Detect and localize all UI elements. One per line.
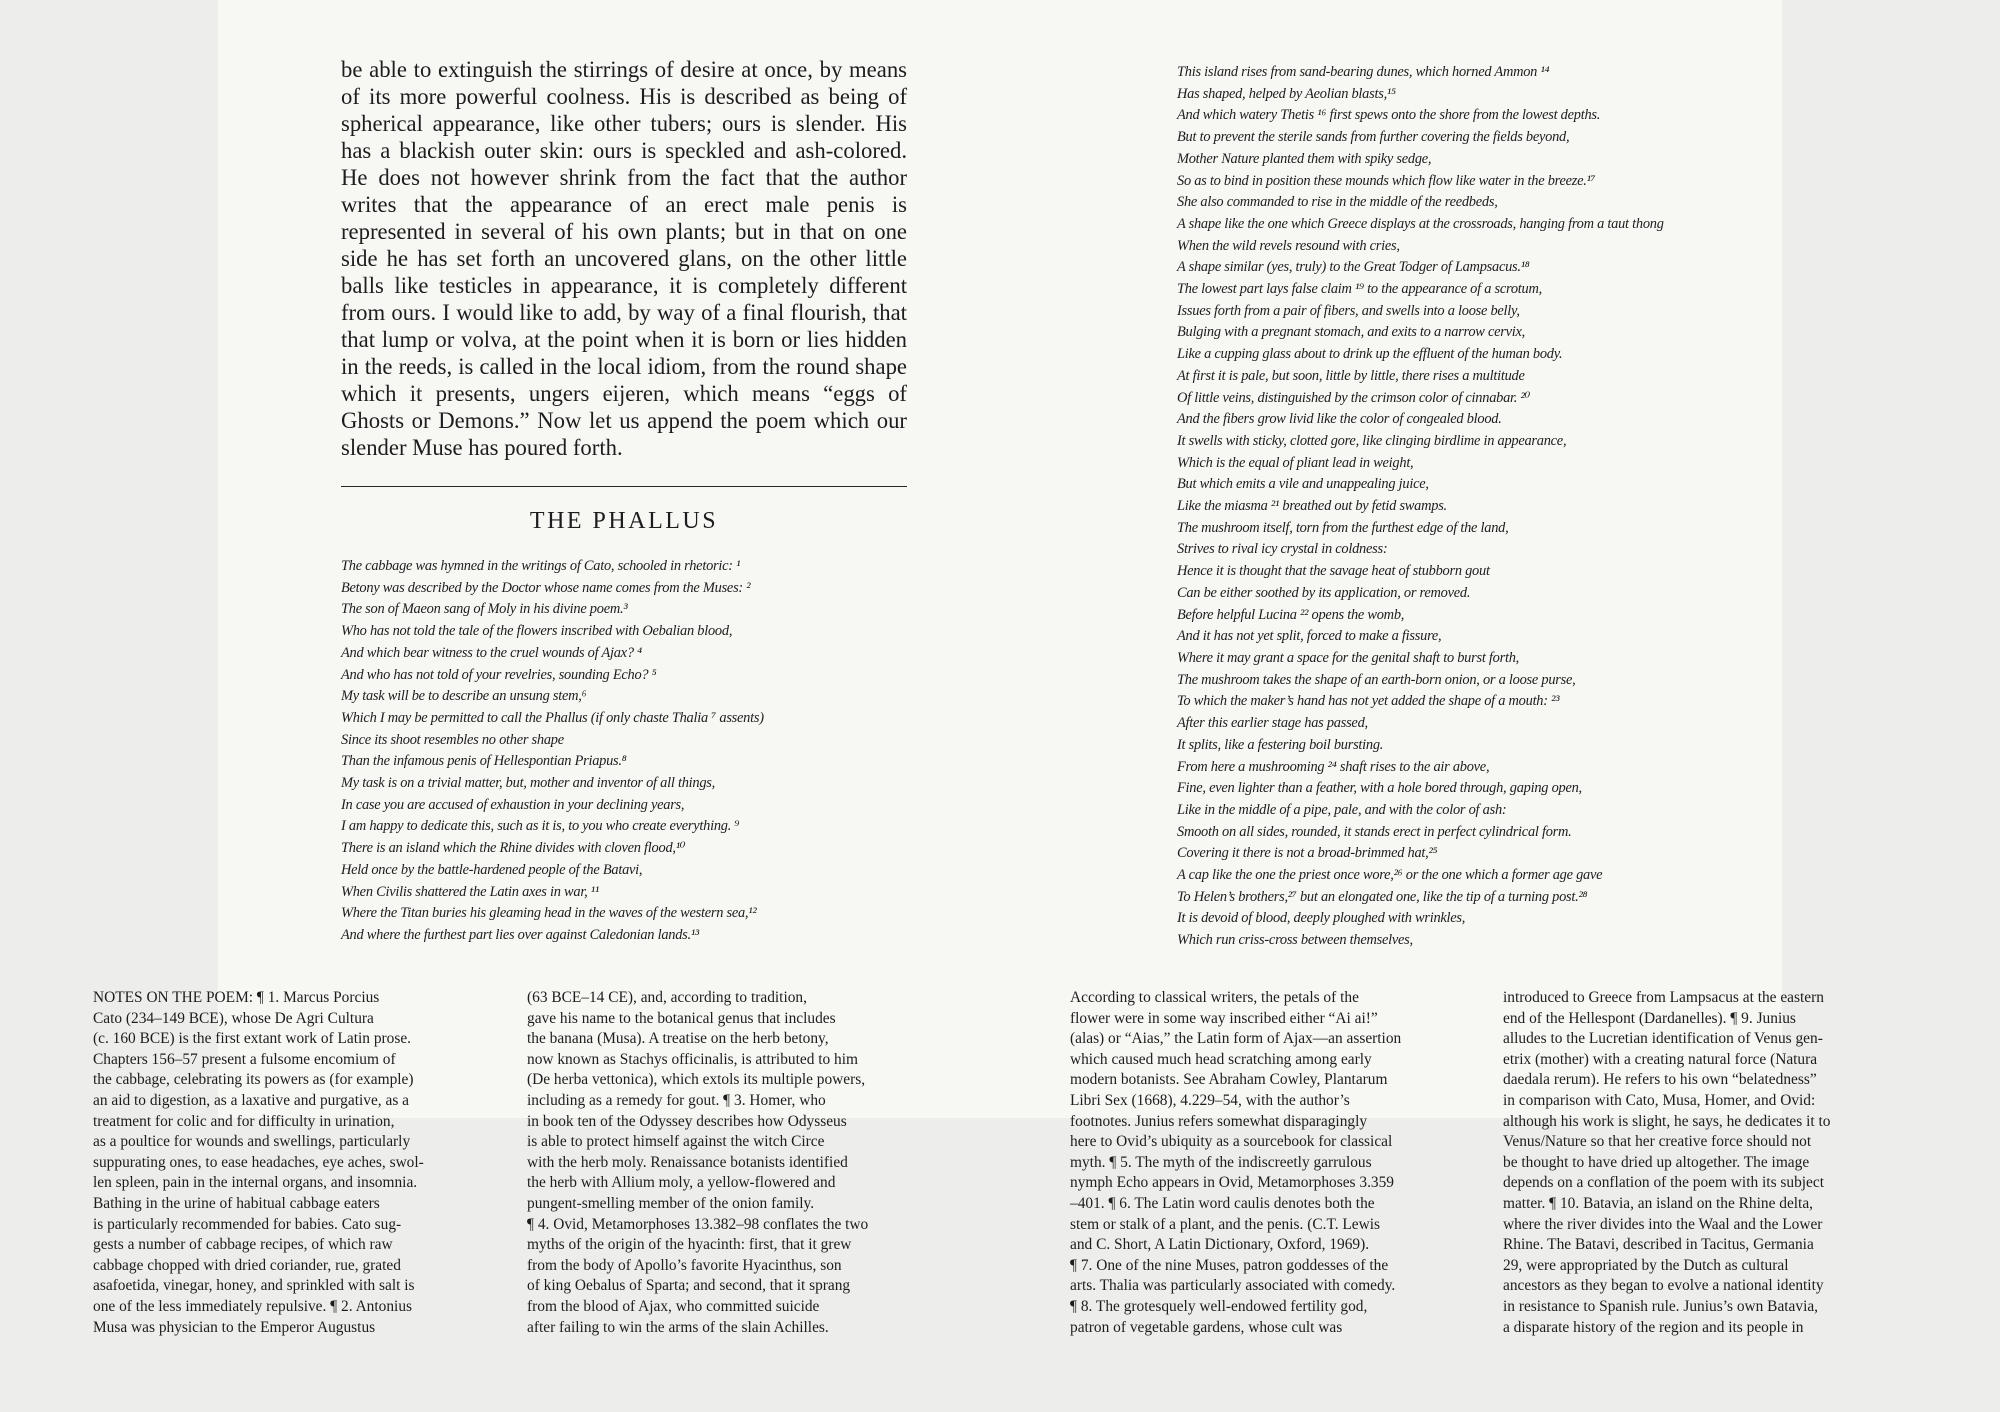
- note-line: daedala rerum). He refers to his own “belatedness”: [1503, 1071, 1817, 1089]
- verse-line: So as to bind in position these mounds which flow like water in the breeze.¹⁷: [1177, 172, 1596, 189]
- note-line: ¶ 4. Ovid, Metamorphoses 13.382–98 conflates the two: [527, 1215, 869, 1233]
- verse-line: A cap like the one the priest once wore,²⁶ or the one which a former age gave: [1177, 867, 1603, 884]
- verse-line: My task is on a trivial matter, but, mother and inventor of all things,: [341, 775, 715, 792]
- note-line: NOTES ON THE POEM: ¶ 1. Marcus Porcius: [93, 989, 380, 1006]
- verse-line: And the fibers grow livid like the color of congealed blood.: [1177, 411, 1502, 428]
- verse-line: It swells with sticky, clotted gore, like clinging birdlime in appearance,: [1177, 432, 1567, 449]
- verse-line: Bulging with a pregnant stomach, and exits to a narrow cervix,: [1177, 324, 1525, 341]
- verse-line: The mushroom itself, torn from the furthest edge of the land,: [1177, 519, 1509, 536]
- poem-title: THE PHALLUS: [529, 508, 719, 534]
- verse-line: Like a cupping glass about to drink up the effluent of the human body.: [1177, 346, 1563, 363]
- notes-column-4: [1503, 988, 1963, 1338]
- note-line: the cabbage, celebrating its powers as (for example): [93, 1071, 414, 1089]
- prose-line: be able to extinguish the stirrings of desire at once, by means: [341, 57, 907, 82]
- verse-line: And which bear witness to the cruel wounds of Ajax? ⁴: [341, 644, 642, 661]
- note-line: footnotes. Junius refers somewhat disparagingly: [1070, 1112, 1368, 1130]
- prose-line: like to add, by way of a final flourish, that that lump or volva,: [341, 300, 907, 352]
- note-line: an aid to digestion, as a laxative and purgative, as a: [93, 1091, 409, 1109]
- verse-line: Held once by the battle-hardened people of the Batavi,: [341, 861, 643, 878]
- verse-line: The mushroom takes the shape of an earth-born onion, or a loose purse,: [1177, 671, 1576, 688]
- note-line: is particularly recommended for babies. Cato sug-: [93, 1215, 402, 1233]
- verse-line: After this earlier stage has passed,: [1177, 715, 1368, 732]
- note-line: Cato (234–149 BCE), whose De Agri Cultura: [93, 1009, 374, 1027]
- note-line: (alas) or “Aias,” the Latin form of Ajax—an assertion: [1070, 1030, 1402, 1048]
- note-line: with the herb moly. Renaissance botanists identified: [527, 1153, 848, 1171]
- verse-column-right: [1177, 62, 1664, 952]
- verse-line: When Civilis shattered the Latin axes in war, ¹¹: [341, 883, 599, 900]
- verse-line: Which is the equal of pliant lead in weight,: [1177, 454, 1414, 471]
- note-line: now known as Stachys officinalis, is attributed to him: [527, 1050, 859, 1068]
- prose-line: ungers eijeren, which means “eggs of Ghosts or Demons.”: [341, 381, 907, 433]
- note-line: ancestors as they began to evolve a national identity: [1503, 1277, 1824, 1295]
- verse-line: A shape like the one which Greece displays at the crossroads, hanging from a taut thong: [1177, 215, 1664, 232]
- note-line: gests a number of cabbage recipes, of which raw: [93, 1236, 393, 1254]
- verse-line: Mother Nature planted them with spiky sedge,: [1177, 150, 1432, 167]
- verse-line: It splits, like a festering boil bursting.: [1177, 736, 1384, 753]
- note-line: the herb with Allium moly, a yellow-flowered and: [527, 1174, 836, 1192]
- note-line: after failing to win the arms of the slain Achilles.: [527, 1318, 829, 1336]
- verse-line: A shape similar (yes, truly) to the Great Todger of Lampsacus.¹⁸: [1177, 259, 1530, 276]
- note-line: Rhine. The Batavi, described in Tacitus, Germania: [1503, 1236, 1814, 1254]
- verse-line: Before helpful Lucina ²² opens the womb,: [1177, 606, 1405, 623]
- verse-line: I am happy to dedicate this, such as it is, to you who create everything. ⁹: [341, 818, 740, 835]
- verse-line: Than the infamous penis of Hellespontian Priapus.⁸: [341, 753, 627, 770]
- note-line: (63 BCE–14 CE), and, according to tradition,: [527, 989, 807, 1006]
- verse-line: The cabbage was hymned in the writings of Cato, schooled in rhetoric: ¹: [341, 558, 741, 574]
- verse-line: The lowest part lays false claim ¹⁹ to the appearance of a scrotum,: [1177, 281, 1542, 298]
- note-line: arts. Thalia was particularly associated with comedy.: [1070, 1277, 1396, 1295]
- verse-line: To Helen’s brothers,²⁷ but an elongated one, like the tip of a turning post.²⁸: [1177, 888, 1588, 905]
- notes-column-2: [527, 988, 947, 1338]
- note-line: gave his name to the botanical genus that includes: [527, 1009, 836, 1027]
- prose-line: in the local idiom, from the round shape which it presents,: [341, 354, 907, 406]
- note-line: Libri Sex (1668), 4.229–54, with the author’s: [1070, 1091, 1350, 1109]
- prose-line: has a blackish outer skin: ours is speckled and ash-colored.: [341, 138, 907, 163]
- verse-column-left: [341, 556, 764, 947]
- note-line: in resistance to Spanish rule. Junius’s own Batavia,: [1503, 1297, 1819, 1315]
- verse-line: But to prevent the sterile sands from further covering the fields beyond,: [1177, 129, 1570, 146]
- note-line: pungent-smelling member of the onion family.: [527, 1194, 815, 1212]
- note-line: one of the less immediately repulsive. ¶ 2. Antonius: [93, 1297, 413, 1315]
- note-line: although his work is slight, he says, he dedicates it to: [1503, 1112, 1831, 1130]
- note-line: a disparate history of the region and its people in: [1503, 1318, 1804, 1336]
- note-line: stem or stalk of a plant, and the penis. (C.T. Lewis: [1070, 1215, 1381, 1233]
- note-line: the banana (Musa). A treatise on the herb betony,: [527, 1030, 829, 1048]
- note-line: etrix (mother) with a creating natural force (Natura: [1503, 1050, 1818, 1068]
- verse-line: Strives to rival icy crystal in coldness:: [1177, 541, 1388, 558]
- note-line: Musa was physician to the Emperor Augustus: [93, 1318, 376, 1336]
- note-line: 29, were appropriated by the Dutch as cultural: [1503, 1256, 1789, 1274]
- prose-line: at the point when it is born or lies hidden in the reeds, is called: [341, 327, 907, 379]
- prose-line: Now let us append the poem which our slender Muse has: [341, 408, 907, 460]
- prose-line: in appearance, it is completely different from ours. I would: [341, 273, 907, 325]
- note-line: patron of vegetable gardens, whose cult was: [1070, 1318, 1343, 1336]
- prose-line: poured forth.: [504, 435, 623, 460]
- note-line: myth. ¶ 5. The myth of the indiscreetly garrulous: [1070, 1153, 1372, 1171]
- prose-text: [341, 56, 907, 461]
- verse-line: Fine, even lighter than a feather, with a hole bored through, gaping open,: [1177, 780, 1582, 797]
- verse-line: The son of Maeon sang of Moly in his divine poem.³: [341, 601, 628, 618]
- verse-line: And it has not yet split, forced to make a fissure,: [1177, 628, 1442, 645]
- verse-line: In case you are accused of exhaustion in your declining years,: [341, 796, 685, 813]
- verse-line: This island rises from sand-bearing dunes, which horned Ammon ¹⁴: [1177, 64, 1550, 80]
- note-line: Chapters 156–57 present a fulsome encomium of: [93, 1050, 396, 1068]
- verse-line: But which emits a vile and unappealing juice,: [1177, 476, 1429, 493]
- note-line: nymph Echo appears in Ovid, Metamorphoses 3.359: [1070, 1174, 1394, 1192]
- verse-line: And who has not told of your revelries, sounding Echo? ⁵: [341, 666, 657, 683]
- note-line: depends on a conflation of the poem with its subject: [1503, 1174, 1824, 1192]
- note-line: flower were in some way inscribed either “Ai ai!”: [1070, 1009, 1378, 1027]
- note-line: from the body of Apollo’s favorite Hyacinthus, son: [527, 1256, 842, 1274]
- note-line: alludes to the Lucretian identification of Venus gen-: [1503, 1030, 1823, 1048]
- verse-line: Like the miasma ²¹ breathed out by fetid swamps.: [1177, 498, 1447, 515]
- notes-column-3: [1070, 988, 1470, 1338]
- note-line: ¶ 8. The grotesquely well-endowed fertility god,: [1070, 1297, 1368, 1315]
- verse-line: Has shaped, helped by Aeolian blasts,¹⁵: [1177, 85, 1396, 102]
- note-line: is able to protect himself against the witch Circe: [527, 1133, 825, 1151]
- verse-line: Who has not told the tale of the flowers inscribed with Oebalian blood,: [341, 623, 733, 640]
- prose-line: writes that the appearance of an erect male penis is represented: [341, 192, 907, 244]
- note-line: modern botanists. See Abraham Cowley, Plantarum: [1070, 1071, 1388, 1089]
- verse-line: There is an island which the Rhine divides with cloven flood,¹⁰: [341, 840, 686, 857]
- note-line: where the river divides into the Waal and the Lower: [1503, 1215, 1823, 1233]
- note-line: here to Ovid’s ubiquity as a sourcebook for classical: [1070, 1133, 1393, 1151]
- note-line: asafoetida, vinegar, honey, and sprinkled with salt is: [93, 1277, 415, 1295]
- verse-line: Issues forth from a pair of fibers, and swells into a loose belly,: [1177, 302, 1520, 319]
- verse-line: Where it may grant a space for the genital shaft to burst forth,: [1177, 649, 1520, 666]
- verse-line: When the wild revels resound with cries,: [1177, 237, 1400, 254]
- verse-line: Betony was described by the Doctor whose name comes from the Muses: ²: [341, 579, 751, 596]
- note-line: According to classical writers, the petals of the: [1070, 989, 1359, 1006]
- verse-line: Which run criss-cross between themselves,: [1177, 932, 1413, 949]
- note-line: –401. ¶ 6. The Latin word caulis denotes both the: [1070, 1194, 1375, 1212]
- note-line: including as a remedy for gout. ¶ 3. Homer, who: [527, 1091, 826, 1109]
- note-line: end of the Hellespont (Dardanelles). ¶ 9. Junius: [1503, 1009, 1796, 1027]
- note-line: in book ten of the Odyssey describes how Odysseus: [527, 1112, 847, 1130]
- verse-line: Like in the middle of a pipe, pale, and with the color of ash:: [1177, 801, 1507, 818]
- note-line: len spleen, pain in the internal organs, and insomnia.: [93, 1174, 418, 1192]
- verse-line: And where the furthest part lies over against Caledonian lands.¹³: [341, 926, 699, 943]
- note-line: suppurating ones, to ease headaches, eye aches, swol-: [93, 1153, 424, 1171]
- note-line: from the blood of Ajax, who committed suicide: [527, 1297, 820, 1315]
- prose-line: He does not however shrink from the fact that the author: [341, 165, 907, 190]
- verse-line: Can be either soothed by its application, or removed.: [1177, 584, 1471, 601]
- verse-line: Covering it there is not a broad-brimmed hat,²⁵: [1177, 845, 1438, 862]
- verse-line: To which the maker’s hand has not yet added the shape of a mouth: ²³: [1177, 693, 1560, 710]
- note-line: myths of the origin of the hyacinth: first, that it grew: [527, 1236, 852, 1254]
- note-line: (De herba vettonica), which extols its multiple powers,: [527, 1071, 866, 1089]
- note-line: Venus/Nature so that her creative force should not: [1503, 1133, 1812, 1151]
- note-line: of king Oebalus of Sparta; and second, that it sprang: [527, 1277, 851, 1295]
- prose-line: of its more powerful coolness. His is described as being of: [341, 84, 907, 109]
- notes-column-1: [93, 988, 493, 1338]
- note-line: be thought to have dried up altogether. The image: [1503, 1153, 1810, 1171]
- prose-line: forth an uncovered glans, on the other little balls like testicles: [341, 246, 907, 298]
- note-line: Bathing in the urine of habitual cabbage eaters: [93, 1194, 380, 1212]
- verse-line: She also commanded to rise in the middle of the reedbeds,: [1177, 194, 1498, 211]
- verse-line: It is devoid of blood, deeply ploughed with wrinkles,: [1177, 910, 1466, 927]
- verse-line: At first it is pale, but soon, little by little, there rises a multitude: [1177, 367, 1525, 384]
- note-line: as a poultice for wounds and swellings, particularly: [93, 1133, 411, 1151]
- verse-line: Where the Titan buries his gleaming head in the waves of the western sea,¹²: [341, 905, 757, 922]
- note-line: cabbage chopped with dried coriander, rue, grated: [93, 1256, 401, 1274]
- note-line: in comparison with Cato, Musa, Homer, and Ovid:: [1503, 1091, 1816, 1109]
- verse-line: And which watery Thetis ¹⁶ first spews onto the shore from the lowest depths.: [1177, 107, 1601, 124]
- prose-paragraph: [341, 56, 907, 461]
- note-line: (c. 160 BCE) is the first extant work of Latin prose.: [93, 1030, 412, 1048]
- prose-line: in several of his own plants; but in that on one side he has set: [341, 219, 907, 271]
- note-line: treatment for colic and for difficulty in urination,: [93, 1112, 395, 1130]
- verse-line: Which I may be permitted to call the Phallus (if only chaste Thalia ⁷ assents): [341, 709, 764, 726]
- note-line: introduced to Greece from Lampsacus at the eastern: [1503, 989, 1824, 1006]
- note-line: matter. ¶ 10. Batavia, an island on the Rhine delta,: [1503, 1194, 1814, 1212]
- note-line: which caused much head scratching among early: [1070, 1050, 1372, 1068]
- verse-line: Smooth on all sides, rounded, it stands erect in perfect cylindrical form.: [1177, 823, 1572, 840]
- verse-line: Since its shoot resembles no other shape: [341, 731, 564, 748]
- verse-line: Of little veins, distinguished by the crimson color of cinnabar. ²⁰: [1177, 389, 1531, 406]
- section-divider: [341, 486, 907, 487]
- verse-line: My task will be to describe an unsung stem,⁶: [341, 688, 587, 705]
- verse-line: From here a mushrooming ²⁴ shaft rises to the air above,: [1177, 758, 1490, 775]
- verse-line: Hence it is thought that the savage heat of stubborn gout: [1177, 563, 1490, 580]
- prose-line: spherical appearance, like other tubers; ours is slender. His: [341, 111, 907, 136]
- note-line: ¶ 7. One of the nine Muses, patron goddesses of the: [1070, 1256, 1389, 1274]
- note-line: and C. Short, A Latin Dictionary, Oxford, 1969).: [1070, 1236, 1370, 1254]
